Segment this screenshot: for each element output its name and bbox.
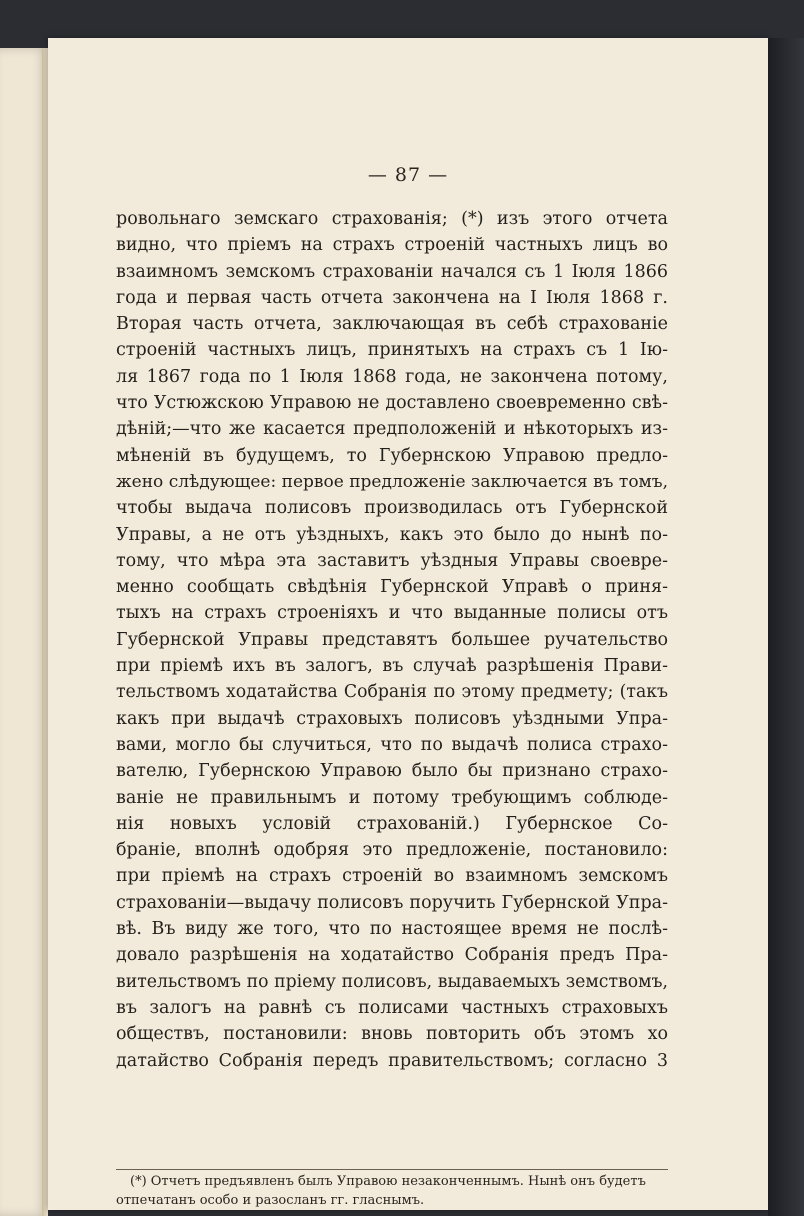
text-line: датайство Собранія передъ правительствомъ; согласно 3 (116, 1050, 668, 1071)
text-line: вами, могло бы случиться, что по выдачѣ полиса страхо- (116, 734, 668, 755)
text-line: мѣненій въ будущемъ, то Губернскою Управою предло- (116, 445, 668, 466)
footnote-line: отпечатанъ особо и разосланъ гг. гласнымъ. (116, 1193, 425, 1208)
text-line: обществъ, постановили: вновь повторить объ этомъ хо (116, 1024, 668, 1045)
text-line: тому, что мѣра эта заставитъ уѣздныя Управы своевре- (116, 550, 668, 571)
text-line: взаимномъ земскомъ страхованіи начался съ 1 Іюля 1866 (116, 261, 668, 282)
text-line: ровольнаго земскаго страхованія; (*) изъ этого отчета (116, 209, 668, 229)
text-line: Вторая часть отчета, заключающая въ себѣ страхованіе (116, 314, 668, 335)
book-page (48, 38, 768, 1210)
page-number: — 87 — (367, 164, 449, 186)
previous-page-edge (0, 48, 48, 1216)
text-line: строеній частныхъ лицъ, принятыхъ на страхъ съ 1 Ію- (116, 340, 668, 361)
text-line: при пріемѣ на страхъ строеній во взаимномъ земскомъ (116, 866, 668, 887)
background-edge (768, 38, 804, 1216)
text-line: видно, что пріемъ на страхъ строеній частныхъ лицъ во (116, 235, 668, 256)
text-line: Управы, а не отъ уѣздныхъ, какъ это было до нынѣ по- (116, 524, 668, 545)
text-line: какъ при выдачѣ страховыхъ полисовъ уѣздными Упра- (116, 708, 668, 729)
text-line: года и первая часть отчета закончена на І Іюля 1868 г. (116, 287, 668, 308)
text-line: жено слѣдующее: первое предложеніе заключается въ томъ, (116, 471, 668, 492)
text-line: вѣ. Въ виду же того, что по настоящее время не послѣ- (116, 919, 668, 940)
text-line: вателю, Губернскою Управою было бы признано страхо- (116, 761, 668, 782)
text-line: при пріемѣ ихъ въ залогъ, въ случаѣ разрѣшенія Прави- (116, 656, 668, 677)
body-text (116, 206, 668, 1074)
text-line: въ залогъ на равнѣ съ полисами частныхъ страховыхъ (116, 997, 668, 1018)
text-line: ля 1867 года по 1 Іюля 1868 года, не закончена потому, (116, 366, 668, 387)
text-line: страхованіи—выдачу полисовъ поручить Губернской Упра- (116, 892, 668, 913)
text-line: ваніе не правильнымъ и потому требующимъ соблюде- (116, 787, 668, 808)
text-line: вительствомъ по пріему полисовъ, выдаваемыхъ земствомъ, (116, 971, 668, 992)
text-line: Губернской Управы представятъ большее ручательство (116, 629, 668, 650)
text-line: довало разрѣшенія на ходатайство Собранія предъ Пра- (116, 945, 668, 966)
text-line: менно сообщать свѣдѣнія Губернской Управѣ о приня- (116, 577, 668, 598)
text-line: браніе, вполнѣ одобряя это предложеніе, постановило: (116, 840, 668, 861)
text-line: тыхъ на страхъ строеніяхъ и что выданные полисы отъ (116, 603, 668, 624)
footnote-divider (116, 1169, 668, 1170)
footnote-line: (*) Отчетъ предъявленъ былъ Управою незаконченнымъ. Нынѣ онъ будетъ (130, 1174, 646, 1189)
text-line: тельствомъ ходатайства Собранія по этому предмету; (такъ (116, 682, 668, 703)
text-line: чтобы выдача полисовъ производилась отъ Губернской (116, 498, 668, 519)
text-line: что Устюжскою Управою не доставлено своевременно свѣ- (116, 393, 668, 414)
text-line: дѣній;—что же касается предположеній и нѣкоторыхъ из- (116, 419, 668, 440)
footnote (116, 1172, 668, 1210)
text-line: нія новыхъ условій страхованій.) Губернское Со- (116, 813, 668, 834)
